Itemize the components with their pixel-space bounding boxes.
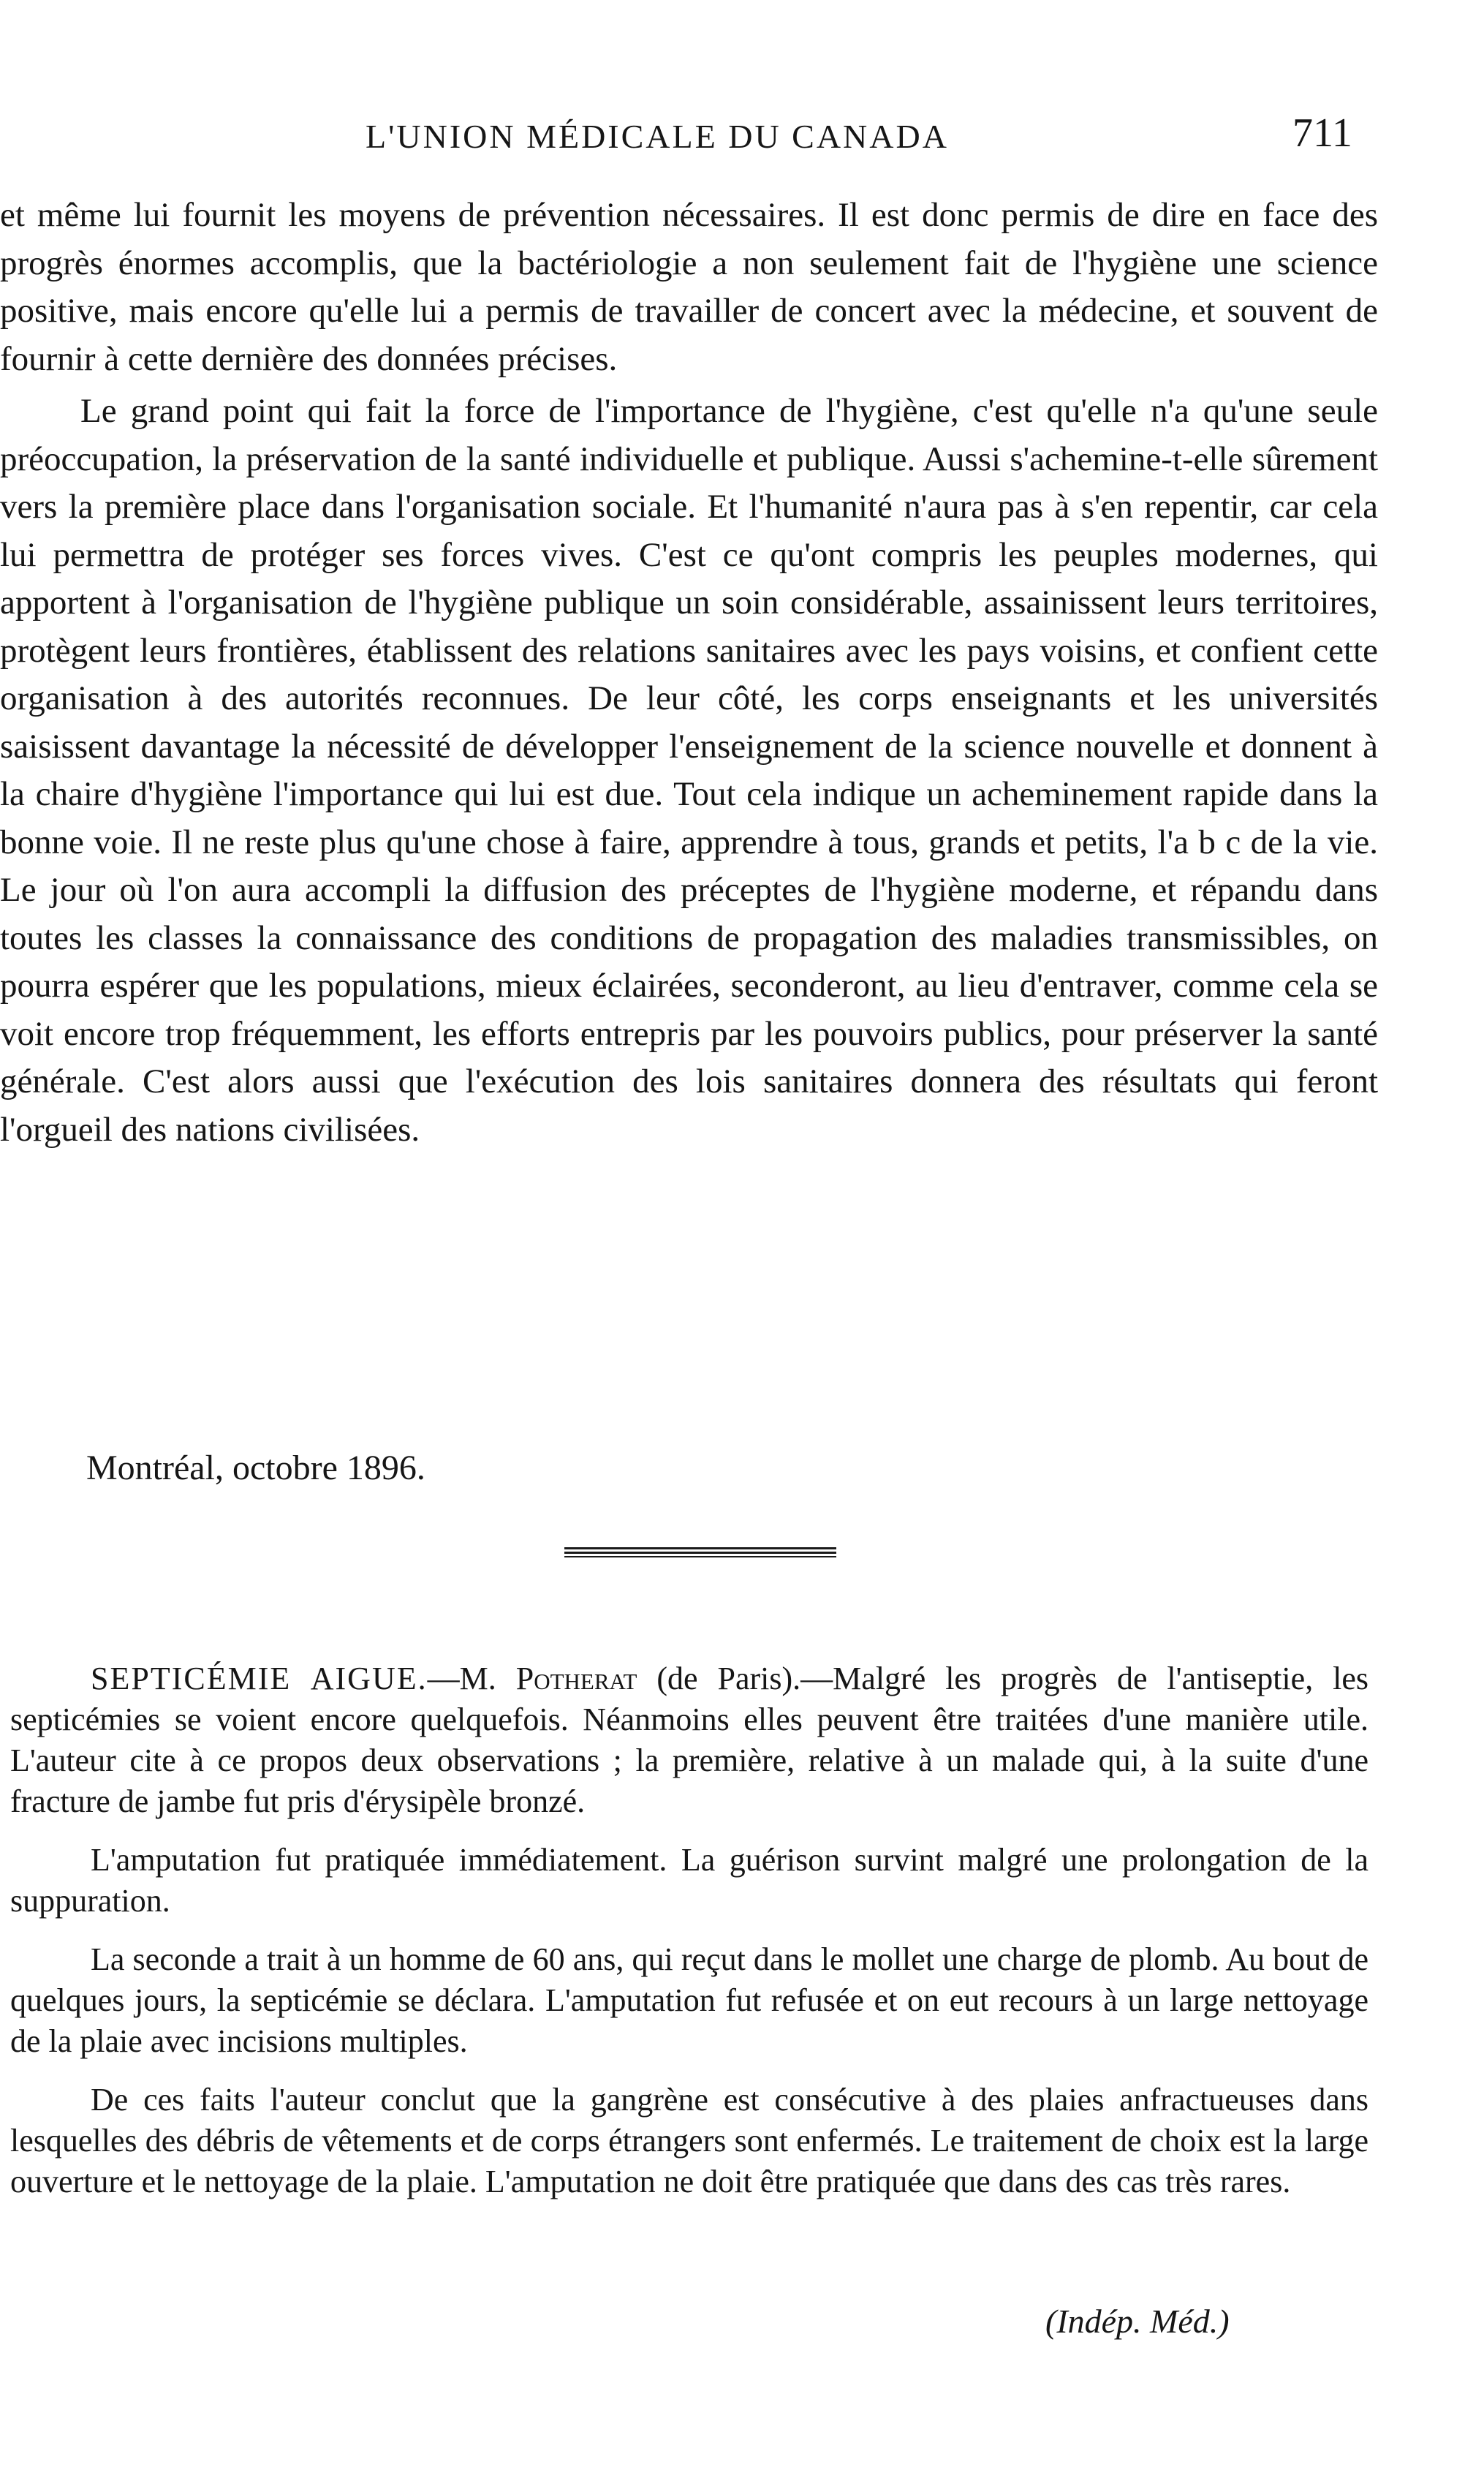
article-lead-paragraph xyxy=(10,1658,1368,1822)
page-number: 711 xyxy=(1292,110,1352,156)
heading-dash: —M. xyxy=(427,1661,516,1696)
article-paragraph: De ces faits l'auteur conclut que la gangrène est consécutive à des plaies anfractueuses dans lesquelles des débris de vêtements et de corps étrangers sont enfermés. Le traitement de choix est la large ouverture et le nettoyage de la plaie. L'amputation ne doit être pratiquée que dans des cas très rares. xyxy=(10,2082,1368,2199)
article-author: Potherat xyxy=(515,1661,637,1696)
separator-rule xyxy=(564,1547,836,1549)
running-title: L'UNION MÉDICALE DU CANADA xyxy=(366,118,949,155)
article-lead-text: Malgré les progrès de l'antiseptie, les septicémies se voient encore quelquefois. Néanmoins elles peuvent être traitées d'une manière utile. L'auteur cite à ce propos deux observations ; la première, relative à un malade qui, à la suite d'une fracture de jambe fut pris d'érysipèle bronzé. xyxy=(10,1661,1369,1819)
article-source: (Indép. Méd.) xyxy=(1045,2303,1230,2340)
separator-rule xyxy=(564,1556,836,1557)
article-paragraph: La seconde a trait à un homme de 60 ans, qui reçut dans le mollet une charge de plomb. Au bout de quelques jours, la septicémie se déclara. L'amputation fut refusée et on eut recours à un large nettoyage de la plaie avec incisions multiples. xyxy=(10,1941,1368,2059)
article-paragraph: L'amputation fut pratiquée immédiatement. La guérison survint malgré une prolongation de la suppuration. xyxy=(10,1842,1368,1919)
paragraph-hygiene: Le grand point qui fait la force de l'importance de l'hygiène, c'est qu'elle n'a qu'une seule préoccupation, la préservation de la santé individuelle et publique. Aussi s'achemine-t-elle sûrement vers la première place dans l'organisation sociale. Et l'humanité n'aura pas à s'en repentir, car cela lui permettra de protéger ses forces vives. C'est ce qu'ont compris les peuples modernes, qui apportent à l'organisation de l'hygiène publique un soin considérable, assainissent leurs territoires, protègent leurs frontières, établissent des relations sanitaires avec les pays voisins, et confient cette organisation à des autorités reconnues. De leur côté, les corps enseignants et les universités saisissent davantage la nécessité de développer l'enseignement de la science nouvelle et donnent à la chaire d'hygiène l'importance qui lui est due. Tout cela indique un acheminement rapide dans la bonne voie. Il ne reste plus qu'une chose à faire, apprendre à tous, grands et petits, l'a b c de la vie. Le jour où l'on aura accompli la diffusion des préceptes de l'hygiène moderne, et répandu dans toutes les classes la connaissance des conditions de propagation des maladies transmissibles, on pourra espérer que les populations, mieux éclairées, seconderont, au lieu d'entraver, comme cela se voit encore trop fréquemment, les efforts entrepris par les pouvoirs publics, pour préserver la santé générale. C'est alors aussi que l'exécution des lois sanitaires donnera des résultats qui feront l'orgueil des nations civilisées. xyxy=(0,392,1378,1149)
section-separator xyxy=(564,1547,836,1557)
article-septicemie xyxy=(10,1658,1368,2220)
main-text xyxy=(0,192,1378,1154)
separator-rule xyxy=(564,1552,836,1554)
author-origin: (de Paris).— xyxy=(637,1661,833,1696)
paragraph-continuation: et même lui fournit les moyens de prévention nécessaires. Il est donc permis de dire en face des progrès énormes accomplis, que la bactériologie a non seulement fait de l'hygiène une science positive, mais encore qu'elle lui a permis de travailler de concert avec la médecine, et souvent de fournir à cette dernière des données précises. xyxy=(0,196,1378,378)
page-header xyxy=(0,110,1484,168)
signoff-date: Montréal, octobre 1896. xyxy=(86,1449,425,1487)
article-heading: SEPTICÉMIE AIGUE. xyxy=(91,1661,428,1696)
